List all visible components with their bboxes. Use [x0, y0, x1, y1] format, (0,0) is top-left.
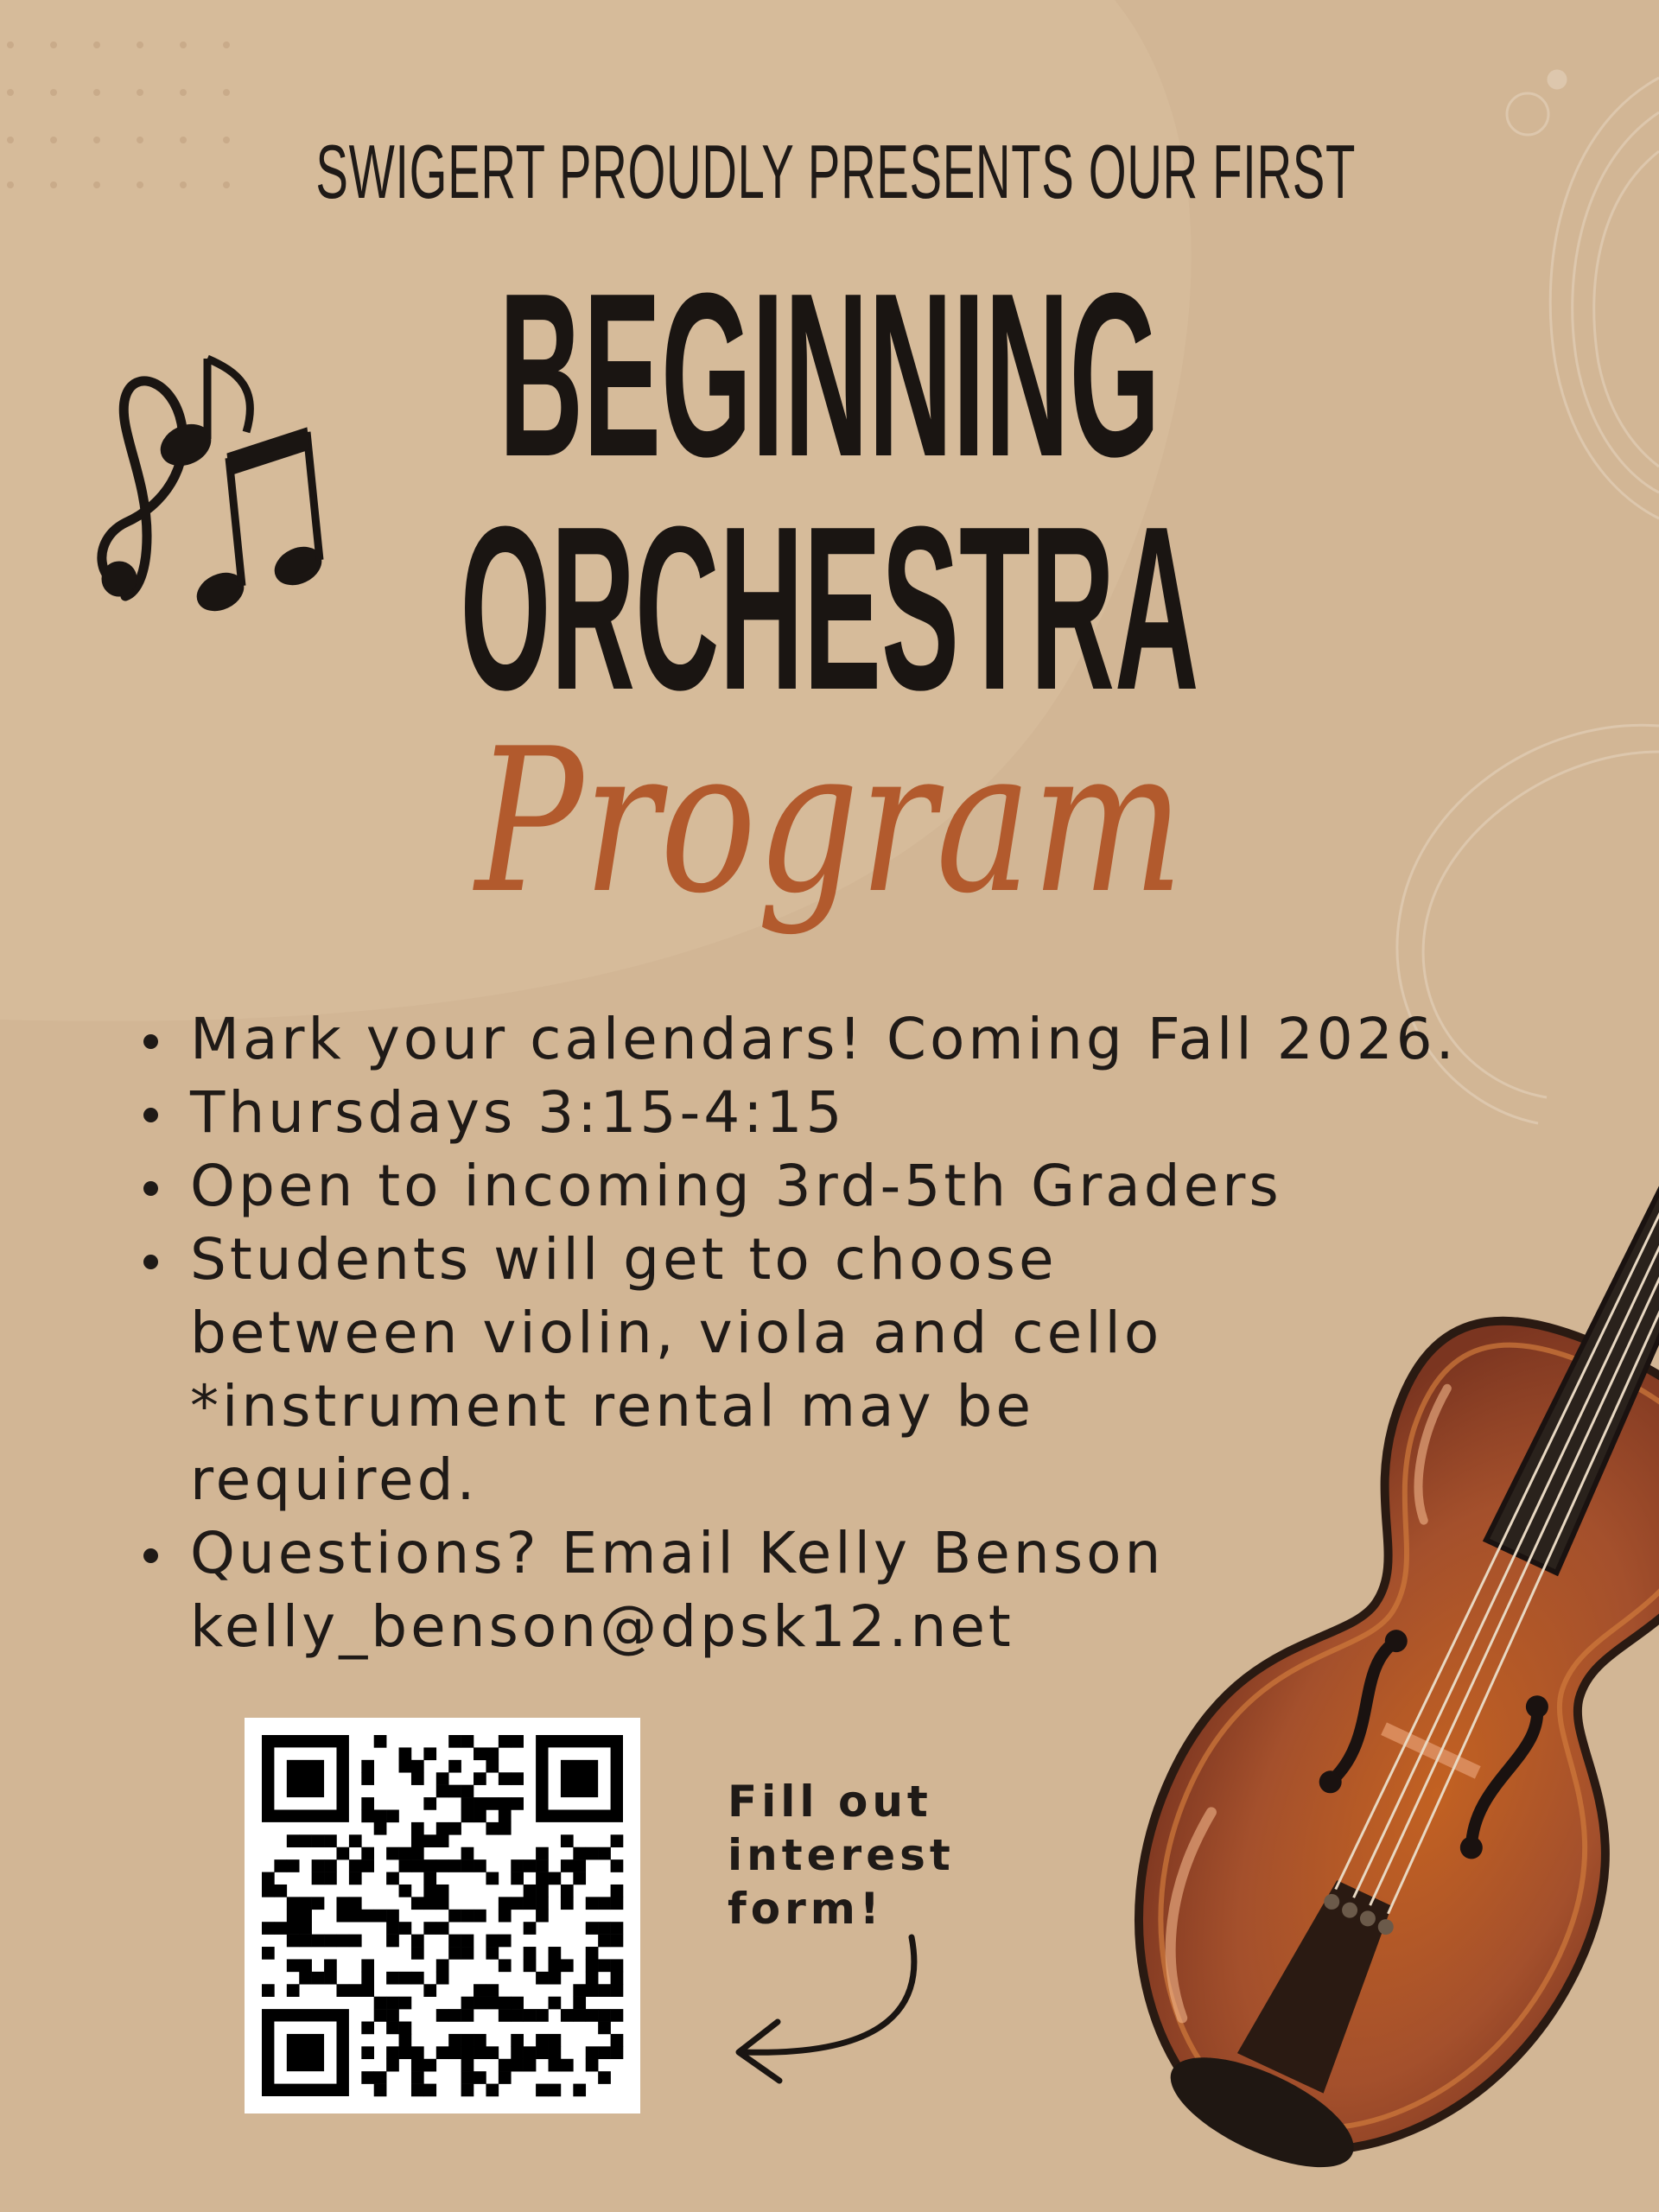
- music-notes-icon: [86, 346, 337, 613]
- qr-code[interactable]: [245, 1718, 640, 2113]
- script-word-text: Program: [472, 707, 1184, 938]
- list-item: Mark your calendars! Coming Fall 2026.: [138, 1002, 1607, 1076]
- qr-code-pattern: [262, 1735, 623, 2096]
- violin-illustration: [994, 873, 1659, 2212]
- list-item: Thursdays 3:15-4:15: [138, 1076, 1607, 1149]
- kicker-text: SWIGERT PROUDLY PRESENTS OUR FIRST: [315, 129, 1357, 214]
- list-item: Open to incoming 3rd-5th Graders: [138, 1149, 1607, 1223]
- curved-arrow-icon: [717, 1927, 933, 2100]
- list-item: Questions? Email Kelly Benson kelly_benson@dpsk12.net: [138, 1516, 1305, 1663]
- title-line-1: BEGINNING: [499, 245, 1160, 505]
- qr-note: Fill out interest form!: [728, 1777, 955, 1934]
- title-line-2: ORCHESTRA: [460, 479, 1199, 739]
- list-item: Students will get to choose between violin, viola and cello *instrument rental may be required.: [138, 1223, 1201, 1516]
